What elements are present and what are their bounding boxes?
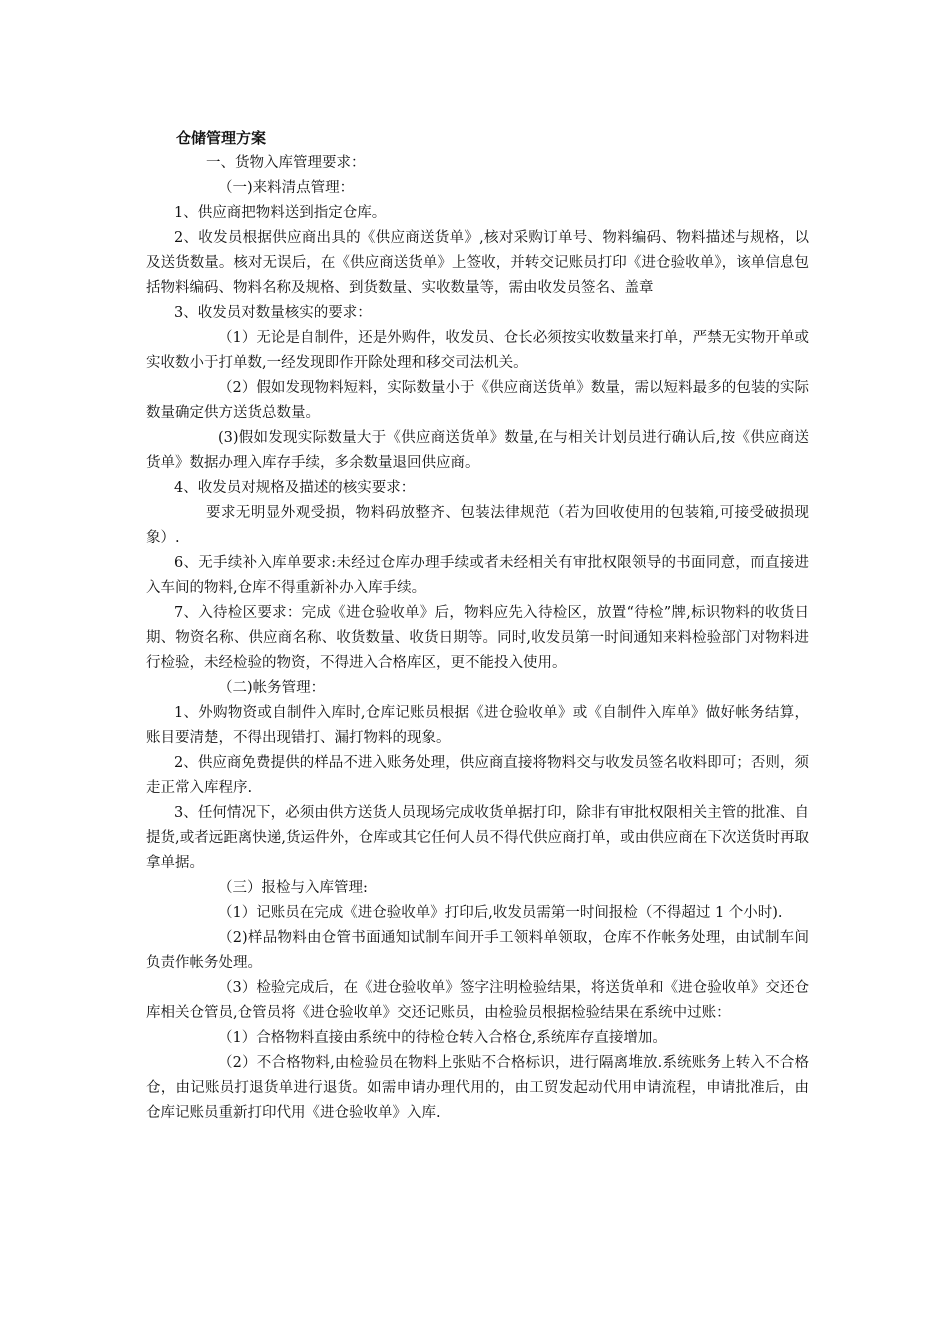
paragraph: （1）合格物料直接由系统中的待检仓转入合格仓,系统库存直接增加。 xyxy=(218,1030,667,1046)
paragraph: （2)样品物料由仓管书面通知试制车间开手工领料单领取，仓库不作帐务处理，由试制车间负责作帐务处理。 xyxy=(146,930,809,971)
document-title: 仓储管理方案 xyxy=(176,129,267,147)
paragraph: （一)来料清点管理： xyxy=(218,180,355,196)
paragraph: 要求无明显外观受损，物料码放整齐、包装法律规范（若为回收使用的包装箱,可接受破损现象）. xyxy=(146,505,809,546)
paragraph: 6、无手续补入库单要求:未经过仓库办理手续或者未经相关有审批权限领导的书面同意，而直接进入车间的物料,仓库不得重新补办入库手续。 xyxy=(146,555,809,596)
paragraph: （1）无论是自制件，还是外购件，收发员、仓长必须按实收数量来打单，严禁无实物开单或实收数小于打单数,一经发现即作开除处理和移交司法机关。 xyxy=(146,330,809,371)
paragraph: 3、任何情况下，必须由供方送货人员现场完成收货单据打印，除非有审批权限相关主管的批准、自提货,或者远距离快递,货运件外，仓库或其它任何人员不得代供应商打单，或由供应商在下次送货时再取拿单据。 xyxy=(146,805,809,871)
paragraph: 3、收发员对数量核实的要求： xyxy=(174,305,372,321)
paragraph: （2）假如发现物料短料，实际数量小于《供应商送货单》数量，需以短料最多的包装的实际数量确定供方送货总数量。 xyxy=(146,380,809,421)
paragraph: （二)帐务管理： xyxy=(218,680,326,696)
paragraph: （三）报检与入库管理: xyxy=(218,880,368,896)
paragraph: 2、供应商免费提供的样品不进入账务处理，供应商直接将物料交与收发员签名收料即可；否则，须走正常入库程序. xyxy=(146,755,809,796)
paragraph: 1、外购物资或自制件入库时,仓库记账员根据《进仓验收单》或《自制件入库单》做好帐务结算，账目要清楚，不得出现错打、漏打物料的现象。 xyxy=(146,705,809,746)
paragraph-list xyxy=(146,151,809,1126)
paragraph: 4、收发员对规格及描述的核实要求： xyxy=(174,480,416,496)
paragraph: 一、货物入库管理要求： xyxy=(206,155,366,171)
paragraph: （3）检验完成后，在《进仓验收单》签字注明检验结果，将送货单和《进仓验收单》交还仓库相关仓管员,仓管员将《进仓验收单》交还记账员，由检验员根据检验结果在系统中过账： xyxy=(146,980,809,1021)
paragraph: （2）不合格物料,由检验员在物料上张贴不合格标识，进行隔离堆放.系统账务上转入不合格仓，由记账员打退货单进行退货。如需申请办理代用的，由工贸发起动代用申请流程，申请批准后，由仓库记账员重新打印代用《进仓验收单》入库. xyxy=(146,1055,809,1121)
paragraph: 1、供应商把物料送到指定仓库。 xyxy=(174,205,387,221)
paragraph: (3)假如发现实际数量大于《供应商送货单》数量,在与相关计划员进行确认后,按《供应商送货单》数据办理入库存手续，多余数量退回供应商。 xyxy=(146,430,809,471)
paragraph: 7、入待检区要求：完成《进仓验收单》后，物料应先入待检区，放置“待检”牌,标识物料的收货日期、物资名称、供应商名称、收货数量、收货日期等。同时,收发员第一时间通知来料检验部门对物料进行检验，未经检验的物资，不得进入合格库区，更不能投入使用。 xyxy=(146,605,809,671)
paragraph: （1）记账员在完成《进仓验收单》打印后,收发员需第一时间报检（不得超过 1 个小时). xyxy=(218,905,783,921)
document-body xyxy=(146,126,809,1126)
paragraph: 2、收发员根据供应商出具的《供应商送货单》,核对采购订单号、物料编码、物料描述与规格，以及送货数量。核对无误后，在《供应商送货单》上签收，并转交记账员打印《进仓验收单》，该单信息包括物料编码、物料名称及规格、到货数量、实收数量等，需由收发员签名、盖章 xyxy=(146,230,809,296)
